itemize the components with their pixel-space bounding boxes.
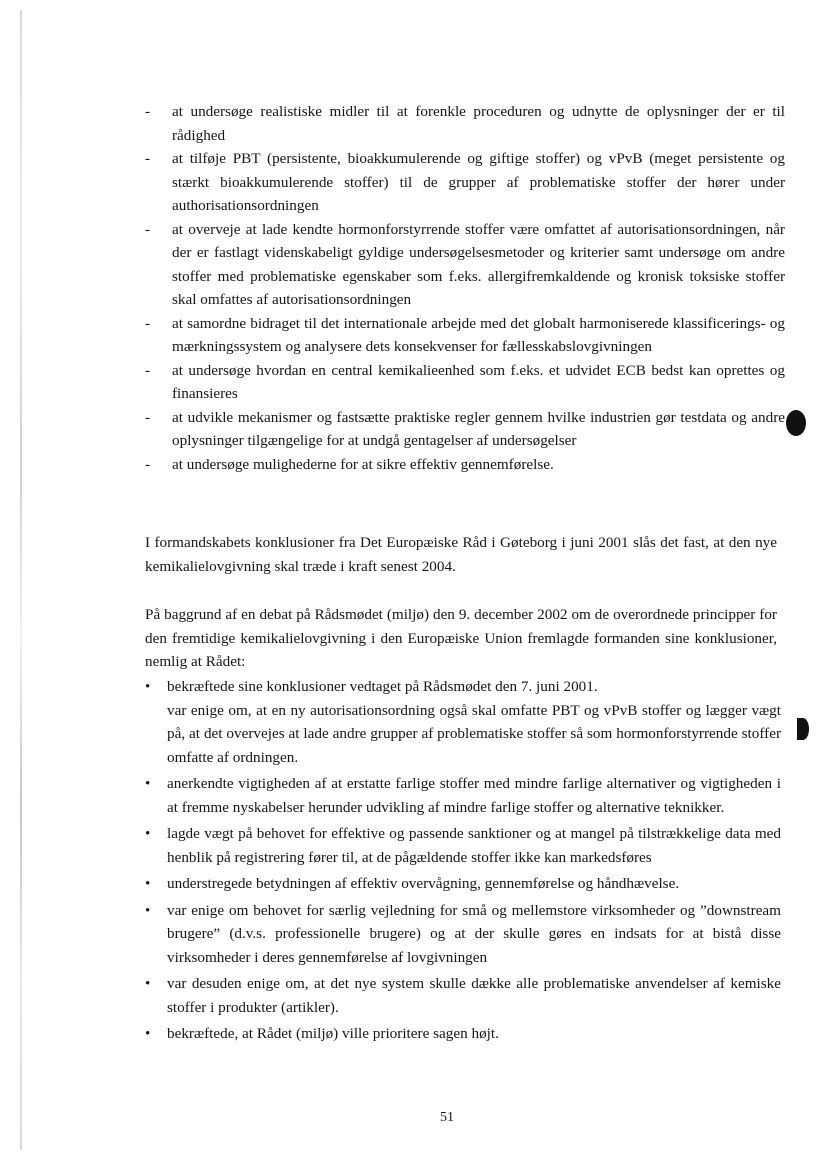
ink-blot: [786, 410, 806, 436]
bullet-marker: •: [145, 875, 151, 892]
list-item: [145, 359, 785, 406]
list-item: [145, 312, 785, 359]
list-item-text: bekræftede sine konklusioner vedtaget på Rådsmødet den 7. juni 2001.: [167, 678, 598, 695]
list-item: [145, 406, 785, 453]
list-item-text: at undersøge hvordan en central kemikalieenhed som f.eks. et udvidet ECB bedst kan oprettes og finansieres: [172, 361, 785, 402]
dash-marker: -: [145, 408, 151, 426]
bullet-list: [145, 675, 781, 1049]
ink-blot: [797, 718, 809, 740]
list-item-text: at tilføje PBT (persistente, bioakkumulerende og giftige stoffer) og vPvB (meget persistente og stærkt bioakkumulerende stoffer) til de grupper af problematiske stoffer der hører under authorisationsordningen: [172, 150, 785, 214]
list-item-text: var desuden enige om, at det nye system skulle dække alle problematiske anvendelser af kemiske stoffer i produkter (artikler).: [167, 975, 781, 1016]
list-item: [145, 147, 785, 218]
dash-marker: -: [145, 361, 151, 379]
list-item-text: understregede betydningen af effektiv overvågning, gennemførelse og håndhævelse.: [167, 875, 680, 892]
list-item: [145, 772, 781, 819]
list-item-text: at overveje at lade kendte hormonforstyrrende stoffer være omfattet af autorisationsordningen, når der er fastlagt videnskabeligt gyldige undersøgelsesmetoder og kriterier samt undersøge om andre stoffer med problematiske egenskaber som f.eks. allergifremkaldende og kronisk toksiske stoffer skal omfattes af autorisationsordningen: [172, 220, 785, 308]
page-number: 51: [440, 1110, 454, 1125]
list-item-text: at samordne bidraget til det internationale arbejde med det globalt harmoniserede klassificerings- og mærkningssystem og analysere dets konsekvenser for fællesskabslovgivningen: [172, 314, 785, 355]
list-item-continuation: var enige om, at en ny autorisationsordning også skal omfatte PBT og vPvB stoffer og lægger vægt på, at det overvejes at lade andre grupper af problematiske stoffer så som hormonforstyrrende stoffer omfatte af ordningen.: [167, 701, 781, 766]
list-item-text: at undersøge realistiske midler til at forenkle proceduren og udnytte de oplysninger der er til rådighed: [172, 103, 785, 144]
dash-marker: -: [145, 314, 151, 332]
list-item: [145, 899, 781, 970]
bullet-marker: •: [145, 775, 151, 792]
list-item: [145, 1022, 781, 1046]
list-item: [145, 453, 785, 477]
list-item: [145, 218, 785, 312]
list-item: [145, 100, 785, 147]
scan-edge-artifact: [20, 10, 22, 1150]
paragraph-council-meeting: På baggrund af en debat på Rådsmødet (miljø) den 9. december 2002 om de overordnede principper for den fremtidige kemikalielovgivning i den Europæiske Union fremlagde formanden sine konklusioner, nemlig at Rådet:: [145, 606, 777, 670]
bullet-marker: •: [145, 975, 151, 992]
list-item: [145, 822, 781, 869]
bullet-marker: •: [145, 1025, 151, 1042]
list-item-text: var enige om behovet for særlig vejledning for små og mellemstore virksomheder og ”downstream brugere” (d.v.s. professionelle brugere) og at der skulle gøres en indsats for at bistå disse virksomheder i deres gennemførelse af lovgivningen: [167, 901, 781, 966]
dash-marker: -: [145, 220, 151, 238]
bullet-marker: •: [145, 901, 151, 919]
dash-list: [145, 100, 785, 476]
list-item-text: bekræftede, at Rådet (miljø) ville prioritere sagen højt.: [167, 1025, 499, 1042]
list-item-text: lagde vægt på behovet for effektive og passende sanktioner og at mangel på tilstrækkelige data med henblik på registrering fører til, at de pågældende stoffer ikke kan markedsføres: [167, 825, 781, 866]
list-item: [145, 872, 781, 896]
list-item-text: at udvikle mekanismer og fastsætte praktiske regler gennem hvilke industrien gør testdata og andre oplysninger tilgængelige for at undgå gentagelser af undersøgelser: [172, 408, 785, 449]
bullet-marker: •: [145, 825, 151, 842]
dash-marker: -: [145, 150, 151, 167]
dash-marker: -: [145, 103, 151, 120]
bullet-marker: •: [145, 678, 151, 695]
list-item-text: anerkendte vigtigheden af at erstatte farlige stoffer med mindre farlige alternativer og vigtigheden i at fremme nyskabelser herunder udvikling af mindre farlige stoffer og alternative teknikker.: [167, 775, 781, 816]
list-item: [145, 675, 781, 769]
list-item-text: at undersøge mulighederne for at sikre effektiv gennemførelse.: [172, 455, 554, 473]
paragraph-goteborg: I formandskabets konklusioner fra Det Europæiske Råd i Gøteborg i juni 2001 slås det fast, at den nye kemikalielovgivning skal træde i kraft senest 2004.: [145, 534, 777, 575]
list-item: [145, 972, 781, 1019]
dash-marker: -: [145, 455, 151, 473]
